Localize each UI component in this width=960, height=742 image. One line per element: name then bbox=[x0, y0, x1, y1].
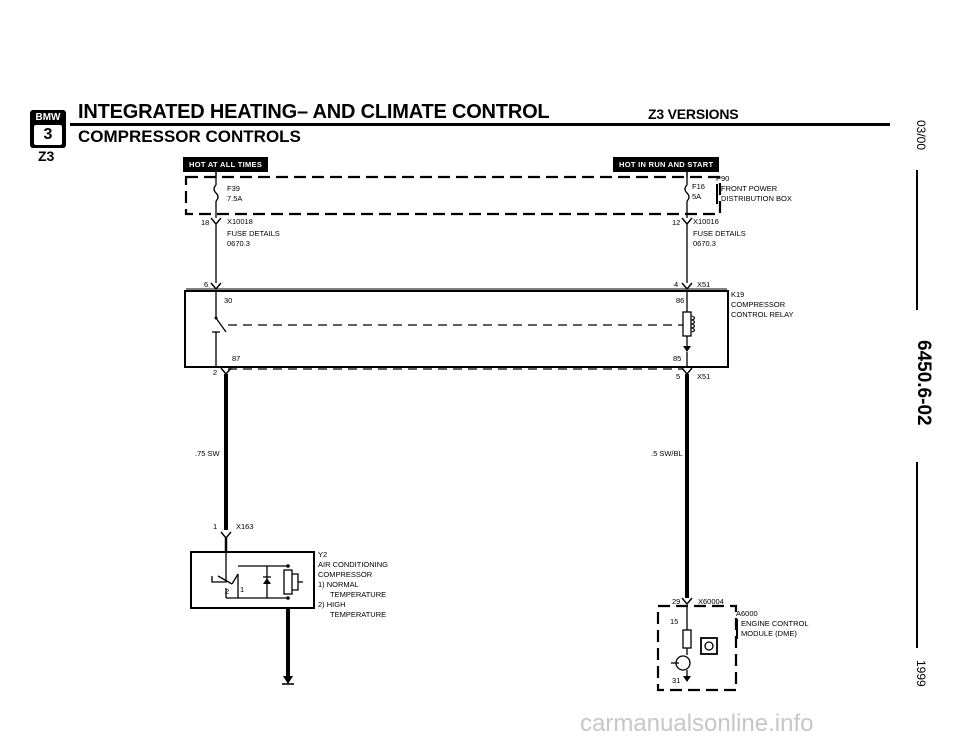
x51-lower-label: X51 bbox=[697, 372, 711, 381]
k19-desc-line1: COMPRESSOR bbox=[731, 300, 786, 309]
y2-name: Y2 bbox=[318, 550, 328, 559]
y2-note-2: 2) HIGH bbox=[318, 600, 346, 609]
fuse-f39-name: F39 bbox=[227, 184, 240, 193]
ground-symbol bbox=[282, 676, 294, 684]
a6000-desc-line2: MODULE (DME) bbox=[741, 629, 797, 638]
versions-label: Z3 VERSIONS bbox=[648, 106, 739, 122]
wire-label-left: .75 SW bbox=[195, 449, 220, 458]
fuse-f39-rating: 7.5A bbox=[227, 194, 243, 203]
switch-1-label: 1 bbox=[240, 585, 245, 594]
relay-k19-box bbox=[185, 291, 728, 367]
p90-desc bbox=[716, 184, 792, 204]
y2-note-1b: TEMPERATURE bbox=[330, 590, 387, 599]
pin-2: 2 bbox=[213, 368, 218, 377]
left-fuse-details: FUSE DETAILS bbox=[227, 229, 280, 238]
switch-2-label: 2 bbox=[225, 587, 230, 596]
connector-x10016-symbol bbox=[682, 218, 692, 224]
dme-pin-31: 31 bbox=[672, 676, 681, 685]
fuse-f16-symbol bbox=[685, 177, 689, 218]
logo-brand-text: BMW bbox=[35, 112, 61, 123]
relay-coil bbox=[683, 291, 695, 367]
x163-label: X163 bbox=[236, 522, 254, 531]
hot-at-all-times-badge: HOT AT ALL TIMES bbox=[183, 157, 268, 172]
connector-x10018-symbol bbox=[211, 218, 221, 224]
logo-series-number: 3 bbox=[34, 125, 62, 145]
p90-label-block bbox=[716, 174, 792, 204]
p90-desc-line1: FRONT POWER bbox=[721, 184, 778, 193]
page-subtitle: COMPRESSOR CONTROLS bbox=[78, 127, 301, 146]
left-fuse-page: 0670.3 bbox=[227, 239, 250, 248]
x10016-label: X10016 bbox=[693, 217, 719, 226]
right-fuse-page: 0670.3 bbox=[693, 239, 716, 248]
fuse-f16-rating: 5A bbox=[692, 192, 702, 201]
a6000-name: A6000 bbox=[736, 609, 758, 618]
pin-4: 4 bbox=[674, 280, 679, 289]
terminal-85: 85 bbox=[673, 354, 682, 363]
terminal-30: 30 bbox=[224, 296, 233, 305]
p90-name: P90 bbox=[716, 174, 730, 183]
y2-note-1: 1) NORMAL bbox=[318, 580, 359, 589]
terminal-87: 87 bbox=[232, 354, 241, 363]
dme-pin-15: 15 bbox=[670, 617, 679, 626]
x51-upper-label: X51 bbox=[697, 280, 711, 289]
connector-x60004-symbol bbox=[682, 598, 692, 604]
x10018-block bbox=[227, 217, 280, 249]
sidebar-year: 1999 bbox=[914, 660, 928, 687]
connector-x163-symbol bbox=[221, 532, 231, 538]
x10016-block bbox=[693, 217, 746, 249]
k19-name: K19 bbox=[731, 290, 745, 299]
pin-18: 18 bbox=[201, 218, 210, 227]
connector-x51-pin5 bbox=[682, 368, 692, 374]
a6000-desc-line1: ENGINE CONTROL bbox=[741, 619, 809, 628]
hot-in-run-and-start-badge: HOT IN RUN AND START bbox=[613, 157, 719, 172]
logo-model: Z3 bbox=[38, 148, 55, 164]
terminal-86: 86 bbox=[676, 296, 685, 305]
compressor-y2-box bbox=[191, 552, 314, 608]
right-fuse-details: FUSE DETAILS bbox=[693, 229, 746, 238]
a6000-desc bbox=[736, 619, 809, 639]
pin-1: 1 bbox=[213, 522, 218, 531]
a6000-label-block bbox=[736, 609, 809, 639]
x60004-label: X60004 bbox=[698, 597, 724, 606]
pin-29: 29 bbox=[672, 597, 681, 606]
y2-desc-line2: COMPRESSOR bbox=[318, 570, 373, 579]
k19-label-block bbox=[731, 290, 794, 320]
power-distribution-box-outline bbox=[186, 177, 720, 214]
sidebar-date: 03/00 bbox=[914, 120, 928, 151]
wire-label-right: .5 SW/BL bbox=[651, 449, 683, 458]
y2-label-block bbox=[318, 550, 388, 620]
y2-desc-line1: AIR CONDITIONING bbox=[318, 560, 389, 569]
k19-desc-line2: CONTROL RELAY bbox=[731, 310, 794, 319]
p90-desc-line2: DISTRIBUTION BOX bbox=[721, 194, 792, 203]
connector-x51-pin4 bbox=[682, 283, 692, 289]
sidebar-doc-number: 6450.6-02 bbox=[913, 340, 934, 426]
pin-5: 5 bbox=[676, 372, 681, 381]
connector-x51-pin6 bbox=[211, 283, 221, 289]
pin-12: 12 bbox=[672, 218, 681, 227]
connector-x51-pin2 bbox=[221, 368, 231, 374]
fuse-f16-label bbox=[692, 182, 705, 202]
x10018-label: X10018 bbox=[227, 217, 253, 226]
fuse-f39-label bbox=[227, 184, 242, 204]
watermark-text: carmanualsonline.info bbox=[580, 710, 814, 737]
fuse-f39-symbol bbox=[214, 177, 218, 218]
page-title: INTEGRATED HEATING– AND CLIMATE CONTROL bbox=[78, 101, 550, 123]
fuse-f16-name: F16 bbox=[692, 182, 705, 191]
y2-note-2b: TEMPERATURE bbox=[330, 610, 387, 619]
pin-6: 6 bbox=[204, 280, 209, 289]
